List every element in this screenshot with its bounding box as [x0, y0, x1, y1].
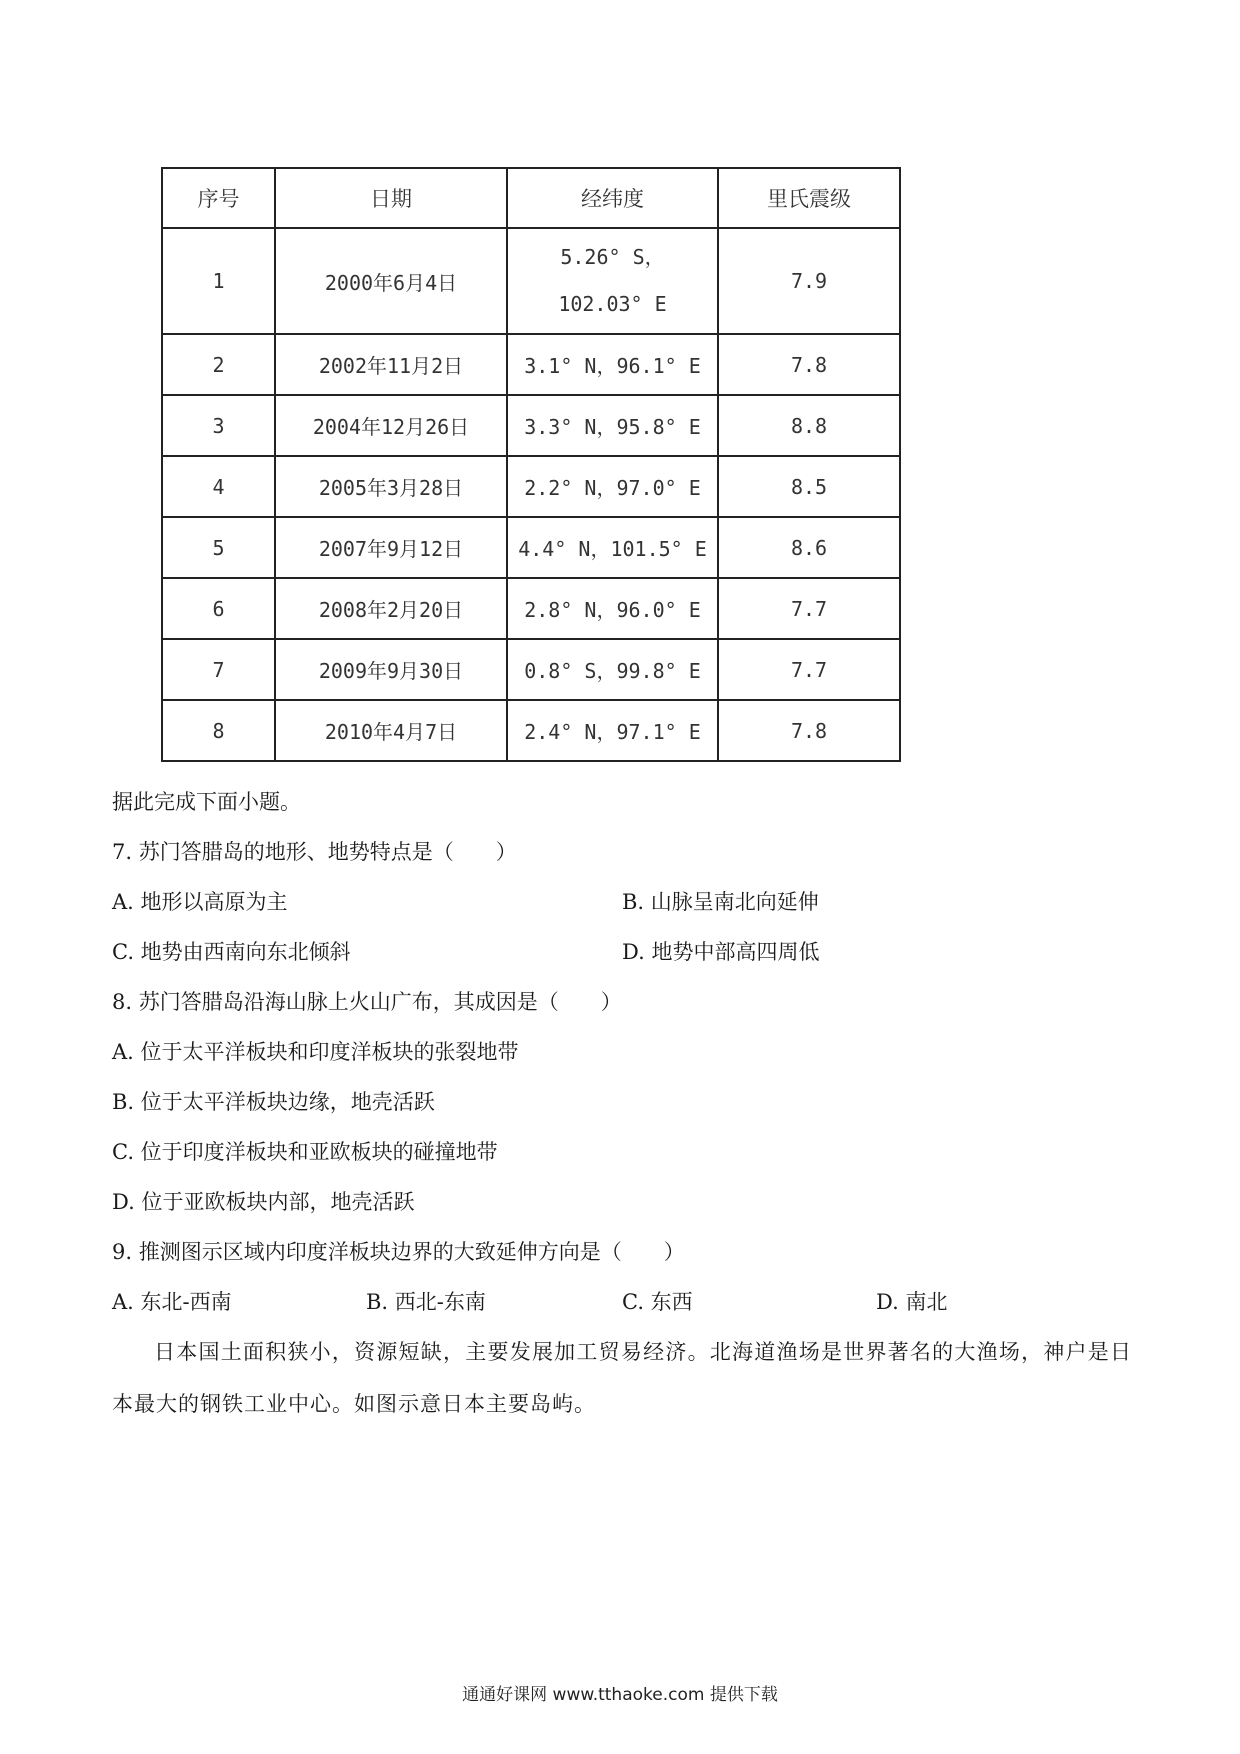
- cell-date: 2002年11月2日: [275, 334, 507, 395]
- cell-magnitude: 8.5: [718, 456, 900, 517]
- page-footer: 通通好课网 www.tthaoke.com 提供下载: [462, 1685, 778, 1705]
- table-row: [162, 334, 900, 395]
- table-row: [162, 395, 900, 456]
- q9-option-a: A. 东北-西南: [112, 1290, 232, 1314]
- cell-magnitude: 7.9: [718, 228, 900, 334]
- table-row: [162, 639, 900, 700]
- q7-option-d: D. 地势中部高四周低: [622, 940, 820, 964]
- cell-date: 2005年3月28日: [275, 456, 507, 517]
- table-row: [162, 578, 900, 639]
- question-9-stem: 9. 推测图示区域内印度洋板块边界的大致延伸方向是（ ）: [112, 1240, 685, 1264]
- cell-date: 2009年9月30日: [275, 639, 507, 700]
- cell-date: 2000年6月4日: [275, 228, 507, 334]
- earthquake-table: [161, 167, 901, 762]
- header-index: 序号: [162, 168, 275, 228]
- q7-option-a: A. 地形以高原为主: [112, 890, 288, 914]
- cell-magnitude: 7.8: [718, 334, 900, 395]
- cell-index: 1: [162, 228, 275, 334]
- cell-date: 2010年4月7日: [275, 700, 507, 761]
- header-date: 日期: [275, 168, 507, 228]
- cell-coordinates: 2.8° N，96.0° E: [507, 578, 718, 639]
- q8-option-b: B. 位于太平洋板块边缘，地壳活跃: [112, 1090, 435, 1114]
- cell-index: 7: [162, 639, 275, 700]
- cell-coordinates: 3.1° N，96.1° E: [507, 334, 718, 395]
- coord-line-1: 5.26° S，: [560, 245, 665, 269]
- cell-magnitude: 7.7: [718, 578, 900, 639]
- q8-option-d: D. 位于亚欧板块内部，地壳活跃: [112, 1190, 415, 1214]
- q7-option-c: C. 地势由西南向东北倾斜: [112, 940, 351, 964]
- q8-option-a: A. 位于太平洋板块和印度洋板块的张裂地带: [112, 1040, 519, 1064]
- table-row: [162, 517, 900, 578]
- cell-magnitude: 7.8: [718, 700, 900, 761]
- q7-option-b: B. 山脉呈南北向延伸: [622, 890, 819, 914]
- cell-date: 2004年12月26日: [275, 395, 507, 456]
- intro-text: 据此完成下面小题。: [112, 790, 301, 814]
- cell-index: 2: [162, 334, 275, 395]
- cell-date: 2007年9月12日: [275, 517, 507, 578]
- question-7-stem: 7. 苏门答腊岛的地形、地势特点是（ ）: [112, 840, 517, 864]
- cell-magnitude: 7.7: [718, 639, 900, 700]
- cell-coordinates: [507, 228, 718, 334]
- cell-coordinates: 3.3° N，95.8° E: [507, 395, 718, 456]
- cell-index: 4: [162, 456, 275, 517]
- table-row: [162, 700, 900, 761]
- coord-line-2: 102.03° E: [558, 292, 667, 316]
- cell-date: 2008年2月20日: [275, 578, 507, 639]
- q9-option-b: B. 西北-东南: [366, 1290, 486, 1314]
- cell-index: 3: [162, 395, 275, 456]
- cell-magnitude: 8.8: [718, 395, 900, 456]
- q9-option-c: C. 东西: [622, 1290, 693, 1314]
- cell-index: 6: [162, 578, 275, 639]
- q8-option-c: C. 位于印度洋板块和亚欧板块的碰撞地带: [112, 1140, 498, 1164]
- cell-coordinates: 0.8° S，99.8° E: [507, 639, 718, 700]
- question-8-stem: 8. 苏门答腊岛沿海山脉上火山广布，其成因是（ ）: [112, 990, 622, 1014]
- table-header-row: [162, 168, 900, 228]
- cell-coordinates: 2.4° N，97.1° E: [507, 700, 718, 761]
- header-coordinates: 经纬度: [507, 168, 718, 228]
- q9-option-d: D. 南北: [876, 1290, 948, 1314]
- cell-coordinates: 2.2° N，97.0° E: [507, 456, 718, 517]
- header-magnitude: 里氏震级: [718, 168, 900, 228]
- table-row: [162, 228, 900, 334]
- japan-passage: 日本国土面积狭小，资源短缺，主要发展加工贸易经济。北海道渔场是世界著名的大渔场，神户是日本最大的钢铁工业中心。如图示意日本主要岛屿。: [112, 1340, 1132, 1416]
- cell-magnitude: 8.6: [718, 517, 900, 578]
- cell-index: 8: [162, 700, 275, 761]
- cell-coordinates: 4.4° N，101.5° E: [507, 517, 718, 578]
- table-row: [162, 456, 900, 517]
- cell-index: 5: [162, 517, 275, 578]
